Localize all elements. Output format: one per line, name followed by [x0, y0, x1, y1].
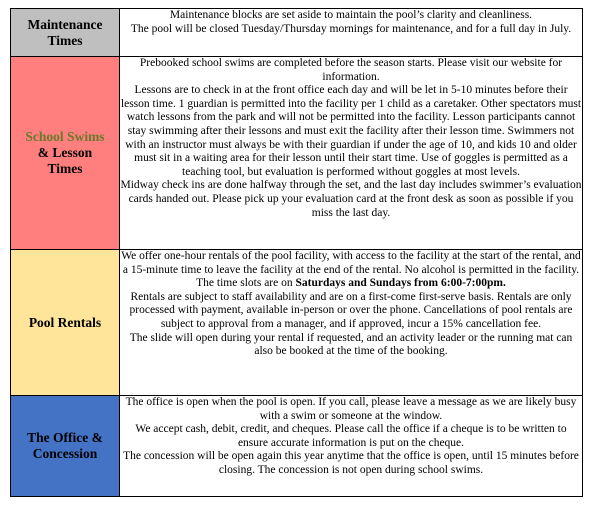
maintenance-paragraph-1: Maintenance blocks are set aside to maintain the pool’s clarity and cleanliness. — [169, 9, 533, 21]
content-maintenance-times — [120, 9, 583, 57]
rentals-time-slots: Saturdays and Sundays from 6:00-7:00pm. — [295, 277, 506, 290]
label-school-line1: School Swims — [25, 129, 105, 144]
label-maintenance-line1: Maintenance — [27, 16, 103, 32]
office-paragraph-2: We accept cash, debit, credit, and cheques. Please call the office if a cheque is to be written to ensure accurate information is put on the cheque. — [135, 423, 567, 449]
content-pool-rentals — [120, 250, 583, 396]
label-rentals: Pool Rentals — [28, 314, 102, 330]
office-paragraph-3: The concession will be open again this year anytime that the office is open, until 15 minutes before closing. The concession is not open during school swims. — [123, 450, 579, 476]
label-school-line3: Times — [47, 161, 83, 176]
label-office-line2: Concession — [32, 446, 98, 461]
label-pool-rentals — [11, 250, 120, 396]
row-school-swims — [11, 57, 583, 250]
row-office-concession — [11, 396, 583, 497]
rentals-paragraph-3: Rentals are subject to staff availability and are on a first-come first-serve basis. Rentals are only processed with payment, available in-person or over the phone. Cancellations of pool rentals are subject to approval from a manager, and if approved, incur a 15% cancellation fee. — [129, 290, 573, 330]
label-school-swims — [11, 57, 120, 250]
rentals-paragraph-2 — [120, 277, 582, 291]
row-maintenance-times — [11, 9, 583, 57]
content-school-swims — [120, 57, 583, 250]
content-office-concession — [120, 396, 583, 497]
label-maintenance-line2: Times — [47, 32, 83, 48]
label-office-line1: The Office & — [27, 430, 103, 445]
school-paragraph-3: Midway check ins are done halfway through the set, and the last day includes swimmer’s evaluation cards handed out. Please pick up your evaluation card at the front desk as soon as possible if you miss the last day. — [120, 179, 582, 219]
office-paragraph-1: The office is open when the pool is open. If you call, please leave a message as we are likely busy with a swim or someone at the window. — [125, 396, 577, 422]
label-school-line2: & Lesson — [37, 145, 93, 160]
maintenance-paragraph-2: The pool will be closed Tuesday/Thursday mornings for maintenance, and for a full day in July. — [130, 22, 572, 35]
row-pool-rentals — [11, 250, 583, 396]
pool-info-table — [10, 8, 583, 497]
label-maintenance-times — [11, 9, 120, 57]
school-paragraph-2: Lessons are to check in at the front office each day and will be let in 5-10 minutes before their lesson time. 1 guardian is permitted into the facility per 1 child as a caretaker. Other spectators must watch lessons from the park and will not be permitted into the facility. Lesson participants cannot stay swimming after their lessons and must exit the facility after their lesson time. Swimmers not with an instructor must always be with their guardian if under the age of 10, and kids 10 and older must sit in a waiting area for their lesson until their start time. Use of goggles is permitted as a teaching tool, but evaluation is performed without goggles at most levels. — [120, 84, 582, 178]
school-paragraph-1: Prebooked school swims are completed before the season starts. Please visit our website for information. — [139, 57, 563, 83]
rentals-paragraph-4: The slide will open during your rental if requested, and an activity leader or the running mat can also be booked at the time of the booking. — [129, 331, 573, 358]
rentals-paragraph-1: We offer one-hour rentals of the pool facility, with access to the facility at the start of the rental, and a 15-minute time to leave the facility at the end of the rental. No alcohol is permitted in the facility. — [121, 250, 581, 276]
label-office-concession — [11, 396, 120, 497]
rentals-time-prefix: The time slots are on — [196, 277, 296, 290]
